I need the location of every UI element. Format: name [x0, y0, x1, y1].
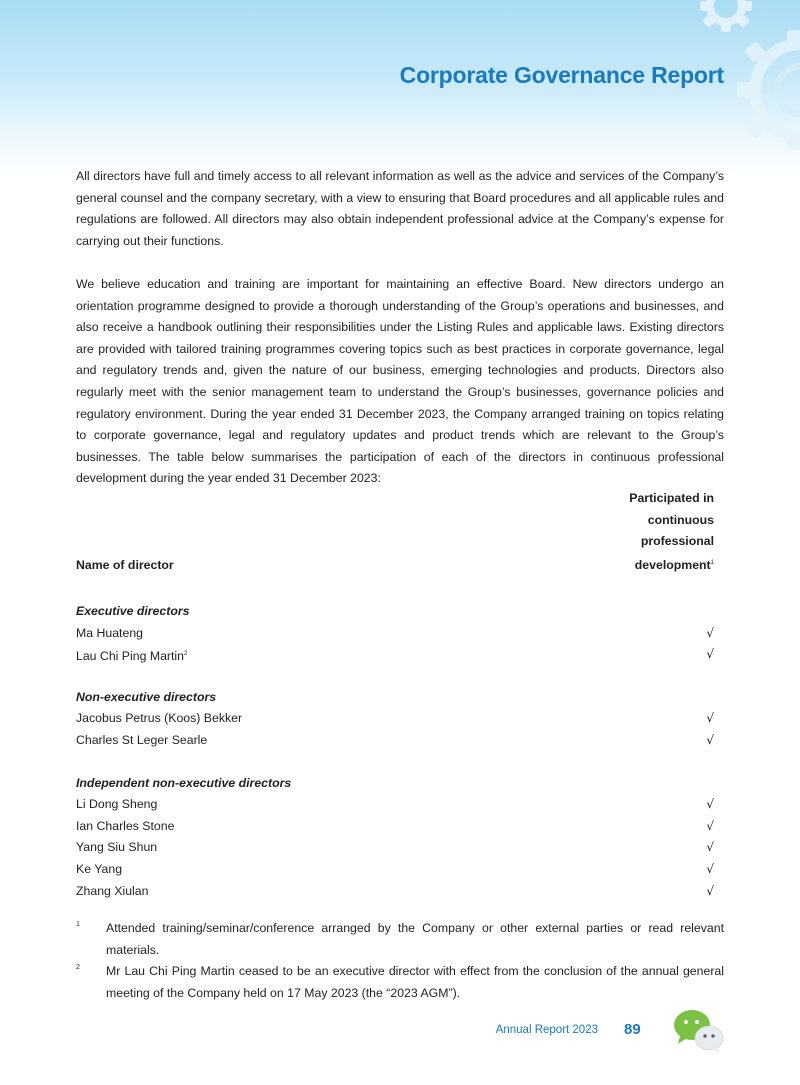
group-title: Executive directors — [76, 604, 190, 618]
director-name: Ian Charles Stone — [76, 818, 175, 833]
check-mark: √ — [706, 861, 714, 876]
table-row — [76, 881, 724, 903]
page-title: Corporate Governance Report — [399, 62, 724, 88]
directors-training-table — [76, 488, 724, 902]
column-header-cpd — [574, 488, 714, 576]
table-row — [76, 644, 724, 666]
table-row — [76, 794, 724, 816]
paragraph-training: We believe education and training are important for maintaining an effective Board. New directors undergo an orientation programme designed to provide a thorough understanding of the Group’s operations and businesses, and also receive a handbook outlining their responsibilities under the Listing Rules and applicable laws. Existing directors are provided with tailored training programmes covering topics such as best practices in corporate governance, legal and regulatory trends and, given the nature of our business, emerging technologies and products. Directors also regularly meet with the senior management team to understand the Group’s businesses, governance policies and regulatory environment. During the year ended 31 December 2023, the Company arranged training on topics relating to corporate governance, legal and regulatory updates and product trends which are relevant to the Group’s businesses. The table below summarises the participation of each of the directors in continuous professional development during the year ended 31 December 2023: — [76, 277, 724, 486]
footnote-number: 1 — [76, 921, 80, 928]
group-non-executive-directors — [76, 687, 724, 752]
table-row — [76, 708, 724, 730]
footnote-text: Attended training/seminar/conference arranged by the Company or other external parties or read relevant materials. — [106, 921, 724, 957]
footnote — [76, 961, 724, 1004]
footnote-ref: 2 — [184, 651, 188, 658]
footer-report-label: Annual Report 2023 — [495, 1024, 598, 1036]
table-header — [76, 488, 724, 580]
footnote-text: Mr Lau Chi Ping Martin ceased to be an executive director with effect from the conclusion of the annual general meeting of the Company held on 17 May 2023 (the “2023 AGM”). — [106, 964, 724, 1000]
column-header-line: professional — [640, 534, 714, 549]
column-header-line: development$^1$ — [634, 557, 714, 572]
page-number: 89 — [624, 1021, 641, 1038]
director-name: Charles St Leger Searle — [76, 732, 208, 747]
check-mark: √ — [706, 883, 714, 898]
director-name: Zhang Xiulan — [76, 883, 149, 898]
table-row — [76, 837, 724, 859]
table-row — [76, 859, 724, 881]
check-mark: √ — [706, 647, 714, 662]
check-mark: √ — [706, 732, 714, 747]
director-name: Yang Siu Shun — [76, 840, 158, 855]
column-header-line: Participated in — [629, 491, 714, 505]
footnote-ref: 1 — [710, 559, 714, 566]
column-header-name: Name of director — [76, 558, 174, 572]
footnote-number: 2 — [76, 964, 80, 971]
check-mark: √ — [706, 840, 714, 855]
column-header-line: continuous — [647, 512, 714, 527]
group-independent-non-executive-directors — [76, 773, 724, 903]
group-executive-directors — [76, 601, 724, 666]
group-title: Independent non-executive directors — [76, 775, 292, 790]
table-row — [76, 623, 724, 645]
group-title: Non-executive directors — [76, 689, 217, 704]
gear-icon — [735, 30, 800, 150]
table-row — [76, 816, 724, 838]
director-name: Ma Huateng — [76, 625, 143, 640]
check-mark: √ — [706, 625, 714, 640]
wechat-logo-icon — [672, 1008, 726, 1054]
check-mark: √ — [706, 818, 714, 833]
director-name: Li Dong Sheng — [76, 797, 158, 812]
paragraph-access-to-information: All directors have full and timely access to all relevant information as well as the advice and services of the Company’s general counsel and the company secretary, with a view to ensuring that Board procedures and all applicable rules and regulations are followed. All directors may also obtain independent professional advice at the Company’s expense for carrying out their functions. — [76, 169, 724, 248]
table-row — [76, 730, 724, 752]
director-name: Jacobus Petrus (Koos) Bekker — [76, 711, 243, 726]
check-mark: √ — [706, 711, 714, 726]
director-name: Ke Yang — [76, 861, 123, 876]
check-mark: √ — [706, 797, 714, 812]
footnote — [76, 918, 724, 961]
director-name: Lau Chi Ping Martin — [76, 649, 184, 664]
